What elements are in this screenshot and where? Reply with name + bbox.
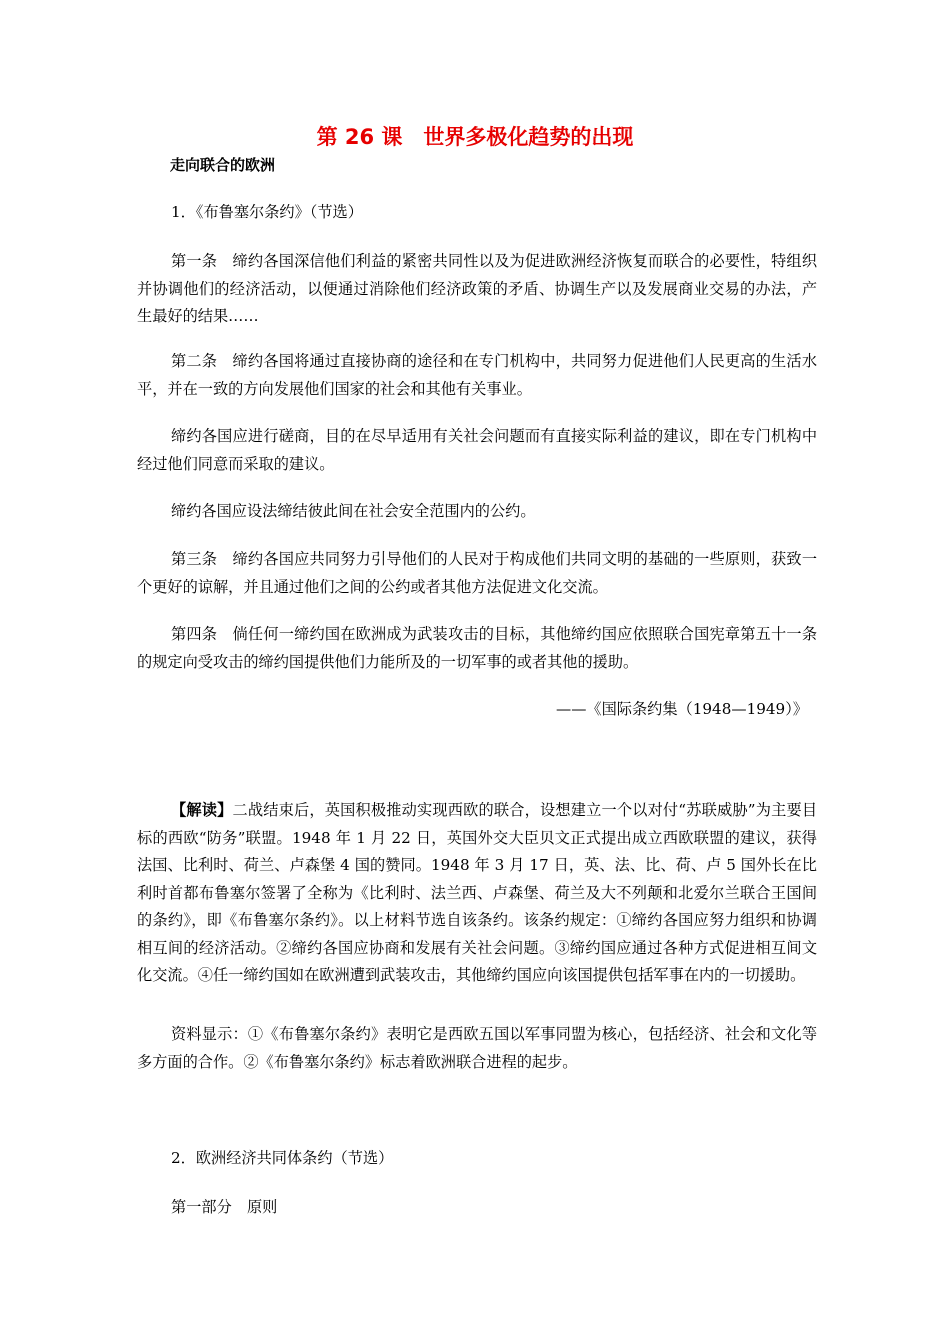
section-subtitle: 走向联合的欧洲 [170, 156, 276, 174]
page-title: 第 26 课 世界多极化趋势的出现 [316, 125, 634, 149]
part-one-heading: 第一部分 原则 [171, 1198, 278, 1216]
article-1: 第一条 缔约各国深信他们利益的紧密共同性以及为促进欧洲经济恢复而联合的必要性，特组织并协调他们的经济活动，以便通过消除他们经济政策的矛盾、协调生产以及发展商业交易的办法，产生最好的结果…… [137, 252, 817, 325]
article-3: 第三条 缔约各国应共同努力引导他们的人民对于构成他们共同文明的基础的一些原则，获致一个更好的谅解，并且通过他们之间的公约或者其他方法促进文化交流。 [137, 550, 817, 596]
treaty-heading-eec: 2．欧洲经济共同体条约（节选） [171, 1149, 394, 1167]
data-note-paragraph: 资料显示：①《布鲁塞尔条约》表明它是西欧五国以军事同盟为核心，包括经济、社会和文化等多方面的合作。②《布鲁塞尔条约》标志着欧洲联合进程的起步。 [137, 1025, 817, 1071]
article-2: 第二条 缔约各国将通过直接协商的途径和在专门机构中，共同努力促进他们人民更高的生活水平，并在一致的方向发展他们国家的社会和其他有关事业。 [137, 352, 817, 398]
treaty-heading-brussels: 1．《布鲁塞尔条约》（节选） [171, 203, 363, 221]
interpretation-text: 二战结束后，英国积极推动实现西欧的联合，设想建立一个以对付“苏联威胁”为主要目标的西欧“防务”联盟。1948 年 1 月 22 日，英国外交大臣贝文正式提出成立西欧联盟的建议，获得法国、比利时、荷兰、卢森堡 4 国的赞同。1948 年 3 月 17 日，英、法、比、荷、卢 5 国外长在比利时首都布鲁塞尔签署了全称为《比利时、法兰西、卢森堡、荷兰及大不列颠和北爱尔兰联合王国间的条约》，即《布鲁塞尔条约》。以上材料节选自该条约。该条约规定：①缔约各国应努力组织和协调相互间的经济活动。②缔约各国应协商和发展有关社会问题。③缔约国应通过各种方式促进相互间文化交流。④任一缔约国如在欧洲遭到武装攻击，其他缔约国应向该国提供包括军事在内的一切援助。 [137, 801, 818, 984]
article-2-paragraph-3: 缔约各国应设法缔结彼此间在社会安全范围内的公约。 [171, 502, 536, 520]
article-4: 第四条 倘任何一缔约国在欧洲成为武装攻击的目标，其他缔约国应依照联合国宪章第五十一条的规定向受攻击的缔约国提供他们力能所及的一切军事的或者其他的援助。 [137, 625, 817, 671]
source-citation: ——《国际条约集（1948—1949）》 [556, 700, 808, 718]
interpretation-paragraph [137, 797, 817, 990]
article-2-paragraph-2: 缔约各国应进行磋商，目的在尽早适用有关社会问题而有直接实际利益的建议，即在专门机构中经过他们同意而采取的建议。 [137, 427, 817, 473]
interpretation-label: 【解读】 [171, 801, 233, 819]
